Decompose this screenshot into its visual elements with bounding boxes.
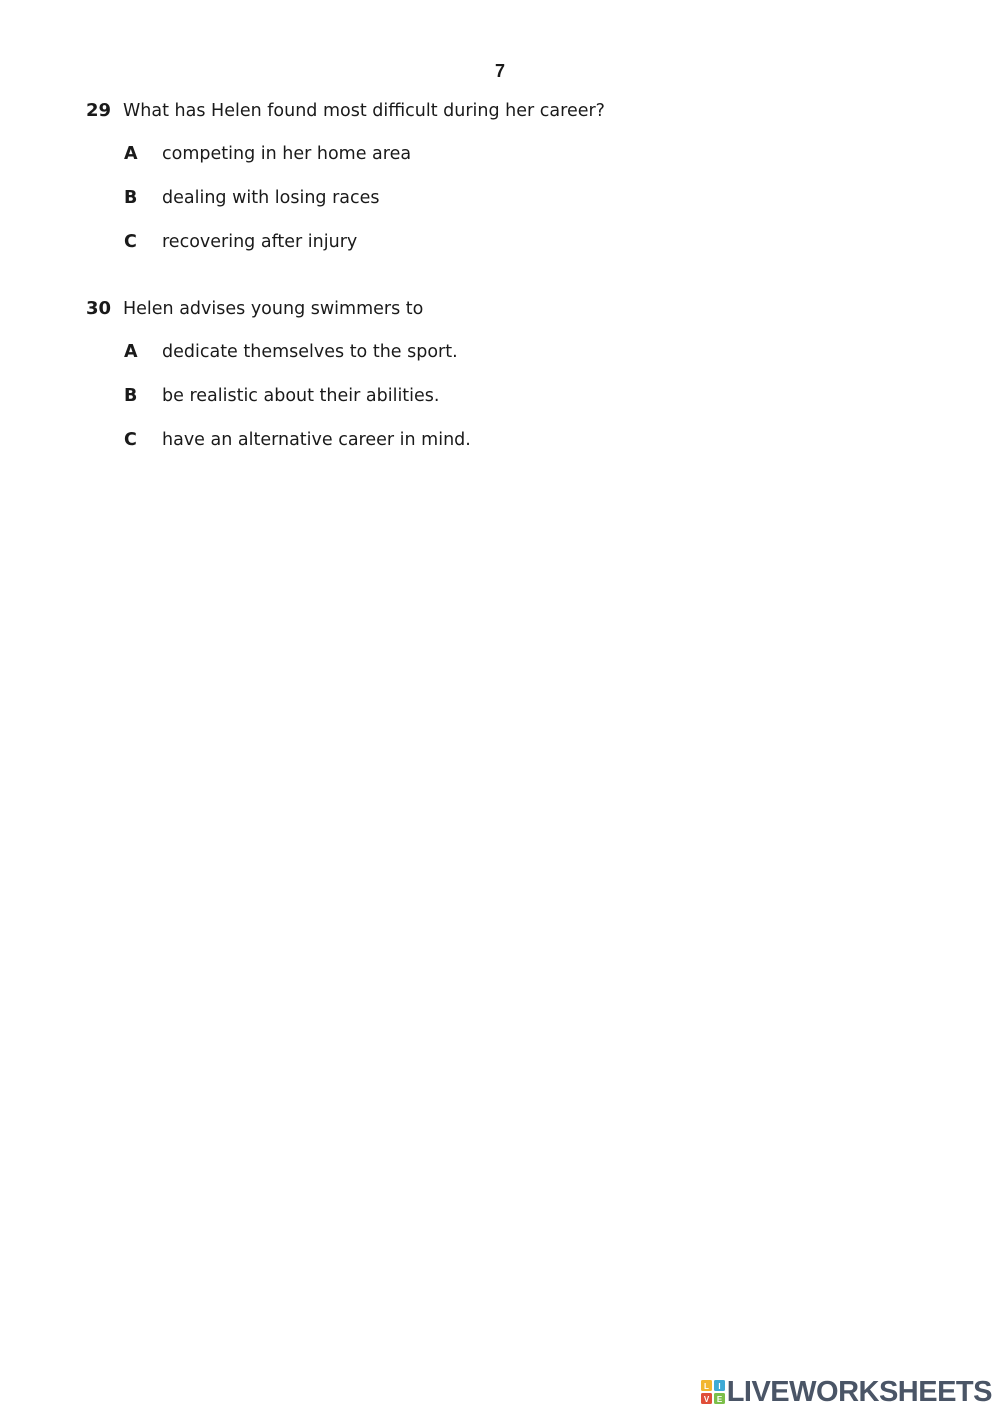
question-29 [86,100,886,276]
svg-text:L: L [703,1382,709,1391]
option-b[interactable] [86,386,886,430]
option-letter: B [124,188,138,208]
option-b[interactable] [86,188,886,232]
watermark-text: LIVEWORKSHEETS [726,1375,992,1408]
option-letter: A [124,144,138,164]
question-30 [86,298,886,474]
question-number: 30 [86,298,112,319]
svg-text:E: E [716,1395,722,1404]
option-letter: A [124,342,138,362]
liveworksheets-watermark[interactable] [701,1377,992,1407]
option-text: dealing with losing races [162,188,380,208]
svg-text:V: V [703,1395,709,1404]
option-letter: C [124,430,137,450]
option-text: have an alternative career in mind. [162,430,471,450]
page-number: 7 [494,61,505,81]
question-stem [86,298,886,322]
option-text: competing in her home area [162,144,412,164]
option-a[interactable] [86,144,886,188]
option-text: dedicate themselves to the sport. [162,342,458,362]
question-stem [86,100,886,124]
liveworksheets-logo-icon [701,1380,725,1404]
question-number: 29 [86,100,112,121]
option-letter: C [124,232,137,252]
question-text: Helen advises young swimmers to [123,299,424,319]
answer-options [86,144,886,276]
question-text: What has Helen found most difficult during her career? [123,101,605,121]
answer-options [86,342,886,474]
option-a[interactable] [86,342,886,386]
option-letter: B [124,386,138,406]
option-text: be realistic about their abilities. [162,386,440,406]
option-c[interactable] [86,232,886,276]
option-text: recovering after injury [162,232,358,252]
svg-text:I: I [718,1382,721,1391]
option-c[interactable] [86,430,886,474]
